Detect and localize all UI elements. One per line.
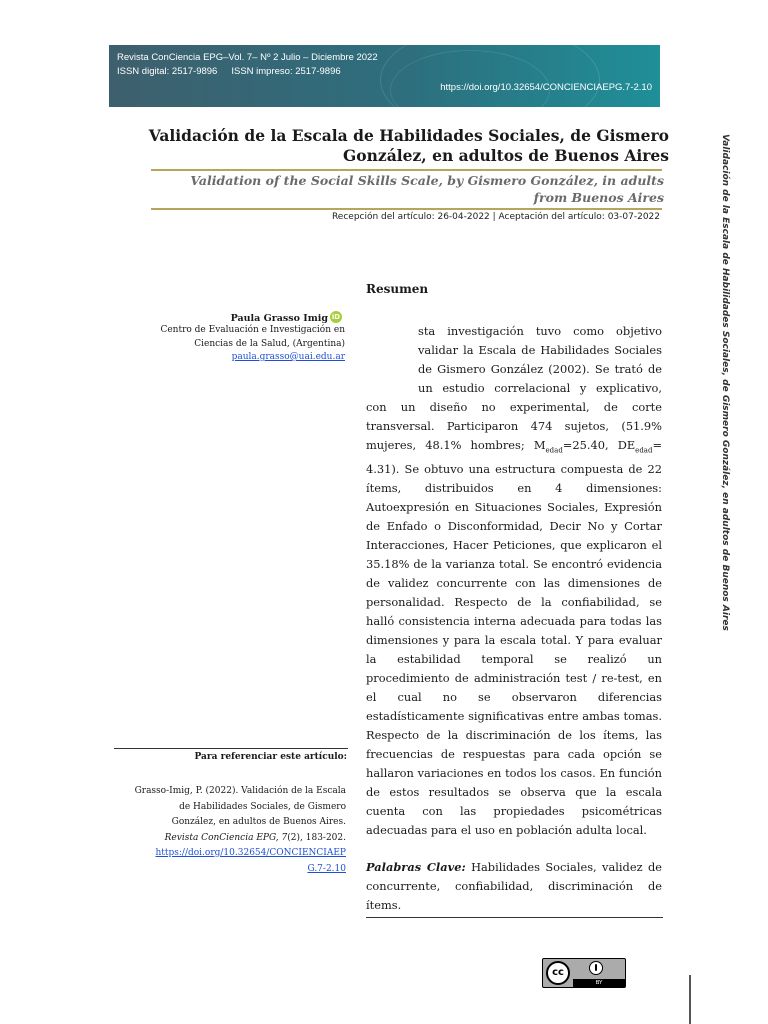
author-affiliation <box>145 324 345 365</box>
title-line: Validation of the Social Skills Scale, by Gismero González, in adults <box>190 173 664 188</box>
orcid-icon[interactable]: iD <box>331 313 341 321</box>
by-label: BY <box>595 980 603 986</box>
article-dates: Recepción del artículo: 26-04-2022 | Aceptación del artículo: 03-07-2022 <box>331 212 660 222</box>
citation-line: Grasso-Imig, P. (2022). Validación de la Escala <box>134 786 346 796</box>
subscript: edad <box>635 446 653 455</box>
abstract-text: = 4.31). Se obtuvo una estructura compuesta de 22 ítems, distribuidos en 4 dimensiones: Autoexpresión en Situaciones Sociales, Expresión de Enfado o Disconformidad, Decir No y Cortar Interacciones, Hacer Peticiones, que explicaron el 35.18% de la varianza total. Se encontró evidencia de validez concurrente con las dimensiones de personalidad. Respecto de la confiabilidad, se halló consistencia interna adecuada para todas las dimensiones y para la escala total. Y para evaluar la estabilidad temporal se realizó un procedimiento de administración test / re-test, en el cual no se observaron diferencias estadísticamente significativas entre ambas tomas. Respecto de la discriminación de los ítems, las frecuencias de respuestas para cada opción se hallaron variaciones en todos los casos. En función de estos resultados se observa que la escala cuenta con las propiedades psicométricas adecuadas para el uso en población adulta local. <box>366 438 662 838</box>
citation-line <box>116 831 346 847</box>
author-name: Paula Grasso Imig <box>230 313 328 324</box>
citation-line: de Habilidades Sociales, de Gismero <box>179 801 346 812</box>
citation-doi-link[interactable]: https://doi.org/10.32654/CONCIENCIAEP <box>155 848 346 858</box>
issn-print: ISSN impreso: 2517-9896 <box>231 66 341 77</box>
citation-line: González, en adultos de Buenos Aires. <box>171 817 346 827</box>
journal-volume-line: Revista ConCiencia EPG–Vol. 7– Nº 2 Julio – Diciembre 2022 <box>117 52 378 63</box>
keywords-label: Palabras Clave: <box>366 860 466 874</box>
attribution-person-icon <box>589 961 603 975</box>
cc-by-license-badge[interactable] <box>542 958 626 988</box>
citation-pages: (2), 183-202. <box>287 832 346 843</box>
article-title-spanish <box>129 126 669 166</box>
reference-heading: Para referenciar este artículo: <box>194 752 347 762</box>
abstract-body <box>366 322 662 840</box>
affiliation-line: Ciencias de la Salud, (Argentina) <box>194 338 345 349</box>
abstract-heading: Resumen <box>366 282 429 296</box>
keywords-divider <box>366 917 663 918</box>
article-title-english <box>164 172 664 206</box>
citation-journal: Revista ConCiencia EPG, 7 <box>164 832 288 843</box>
reference-divider <box>114 748 348 749</box>
subtitle-divider <box>151 208 662 210</box>
header-doi-link[interactable]: https://doi.org/10.32654/CONCIENCIAEPG.7-2.10 <box>440 82 652 93</box>
side-running-title-text: Validación de la Escala de Habilidades Sociales, de Gismero González, en adultos de Buenos Aires <box>720 134 730 631</box>
citation-doi-link[interactable]: G.7-2.10 <box>307 863 346 874</box>
journal-header-banner <box>109 45 660 107</box>
abstract-text: =25.40, DE <box>562 438 636 452</box>
issn-line <box>117 66 341 77</box>
by-strip <box>573 979 625 987</box>
title-line: González, en adultos de Buenos Aires <box>343 146 669 165</box>
keywords-text: Habilidades Sociales, validez de concurrente, confiabilidad, discriminación de ítems. <box>366 860 663 912</box>
dropcap-placeholder <box>366 322 418 398</box>
subscript: edad <box>545 446 563 455</box>
side-running-title <box>714 134 732 631</box>
abstract-text: sta investigación tuvo como objetivo validar la Escala de Habilidades Sociales de Gismero González (2002). Se trató de un estudio correlacional y explicativo, con un diseño no experimental, de corte transversal. Participaron 474 sujetos, (51.9% mujeres, 48.1% hombres; M <box>366 324 662 452</box>
page-edge-line <box>689 975 691 1024</box>
author-email-link[interactable]: paula.grasso@uai.edu.ar <box>231 352 345 362</box>
affiliation-line: Centro de Evaluación e Investigación en <box>160 325 345 335</box>
creative-commons-icon: cc <box>546 961 570 985</box>
title-line: Validación de la Escala de Habilidades Sociales, de Gismero <box>148 126 669 145</box>
title-divider <box>151 169 662 171</box>
title-line: from Buenos Aires <box>533 190 664 205</box>
reference-citation <box>116 784 346 877</box>
keywords <box>366 858 662 915</box>
issn-digital: ISSN digital: 2517-9896 <box>117 66 218 77</box>
